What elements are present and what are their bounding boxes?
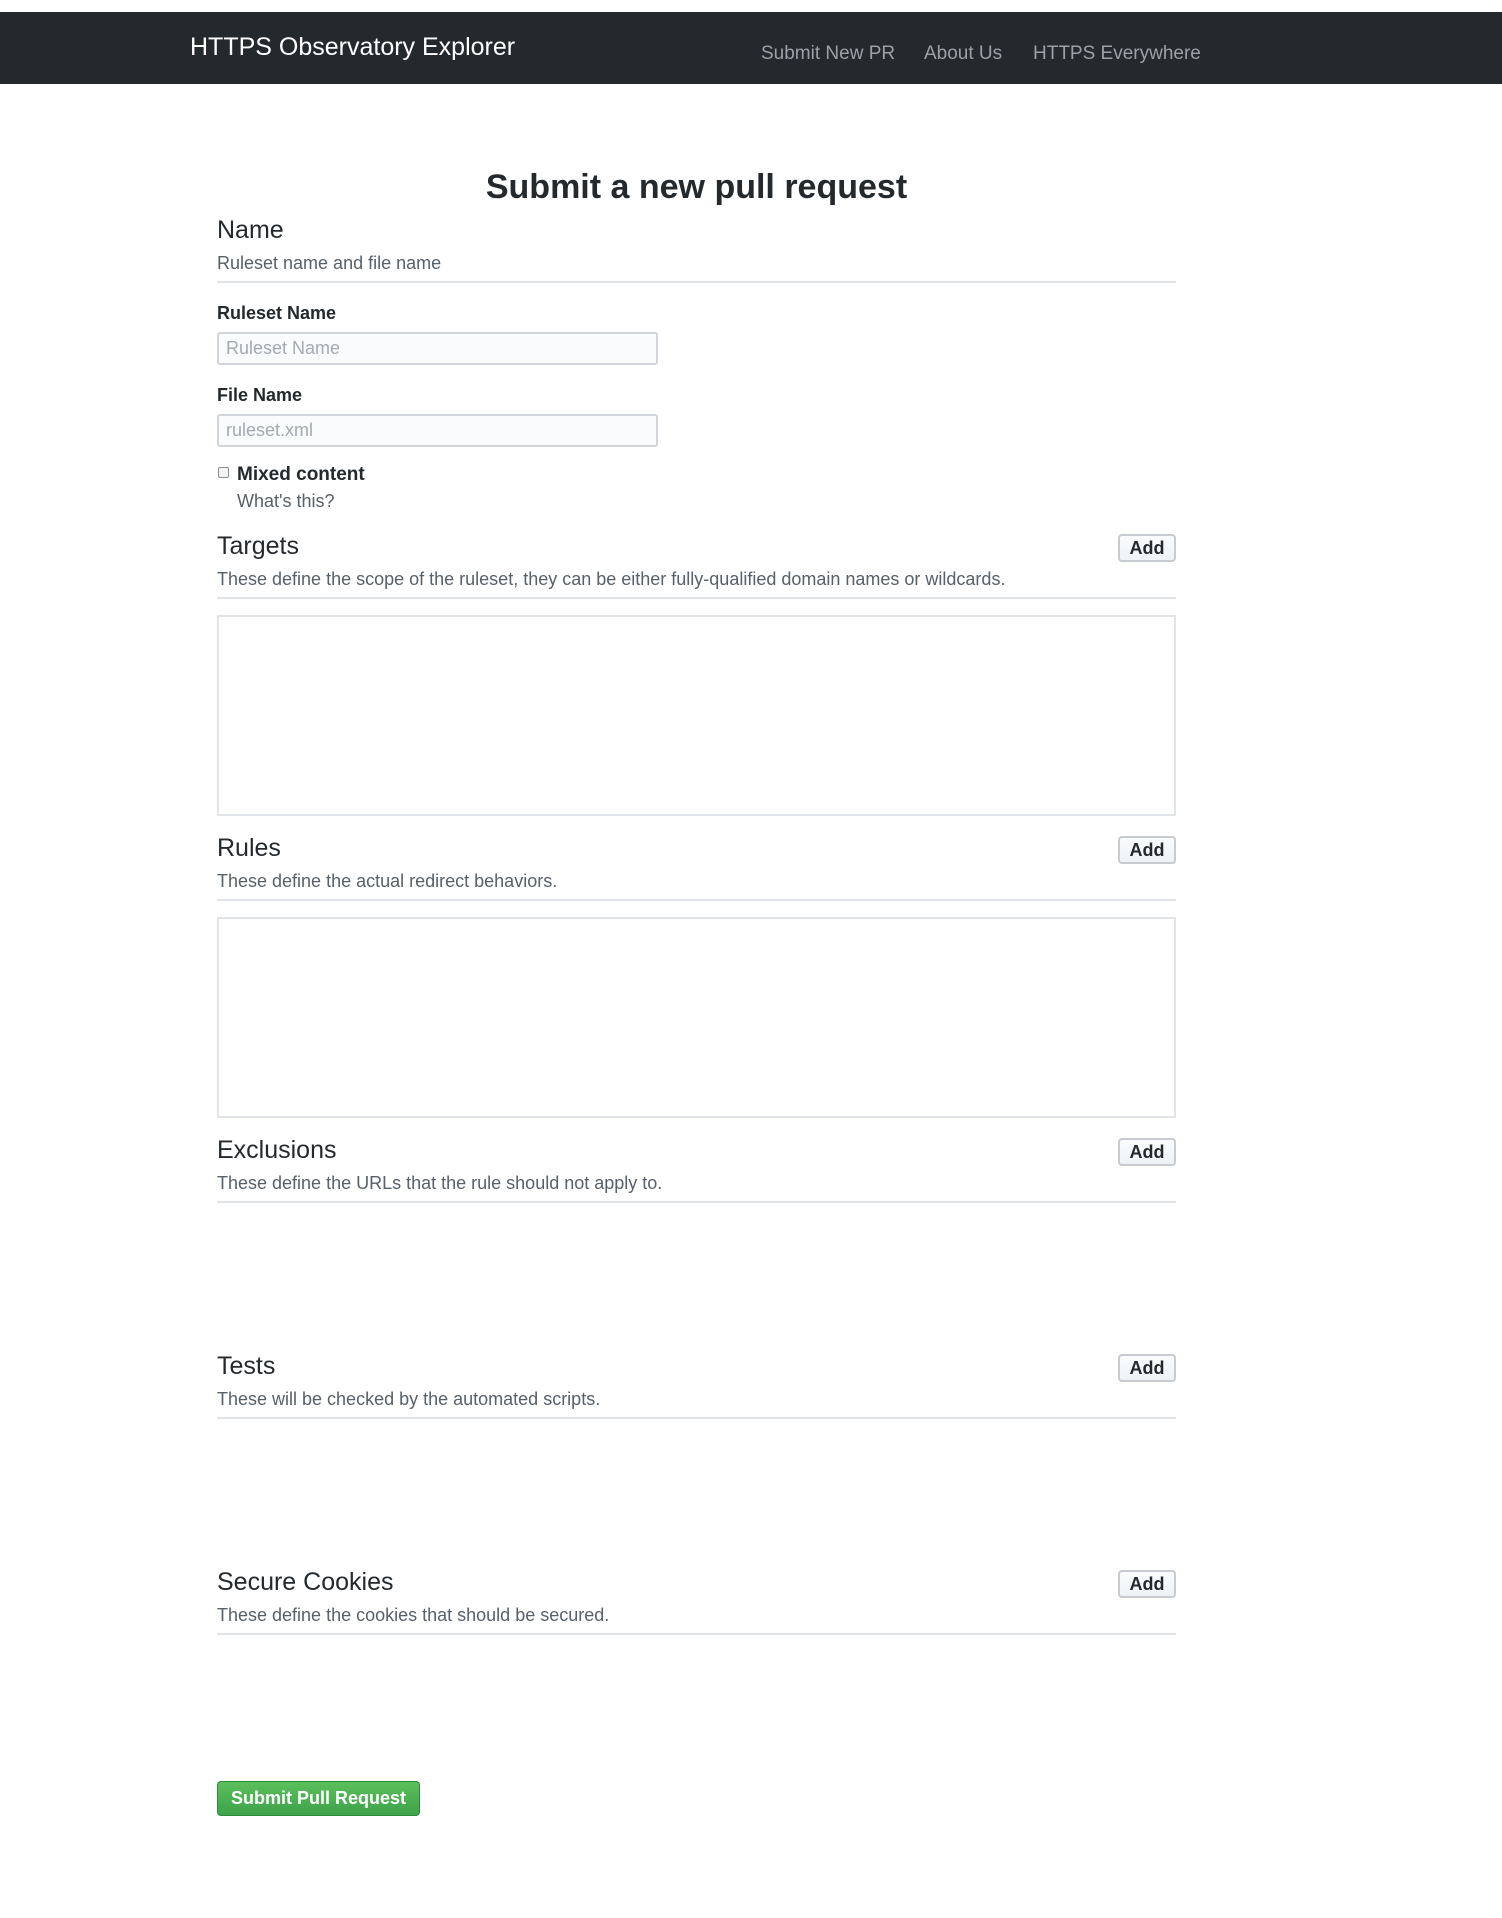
- section-title-tests: Tests: [217, 1352, 276, 1380]
- nav-link-submit-new-pr[interactable]: Submit New PR: [761, 43, 896, 64]
- rules-textarea[interactable]: [217, 917, 1176, 1118]
- section-divider: [217, 1417, 1176, 1419]
- mixed-content-checkbox[interactable]: [218, 467, 229, 478]
- section-divider: [217, 597, 1176, 599]
- section-description-tests: These will be checked by the automated scripts.: [217, 1389, 601, 1409]
- add-rule-button[interactable]: Add: [1118, 836, 1176, 864]
- submit-pull-request-button[interactable]: Submit Pull Request: [217, 1781, 420, 1816]
- section-divider: [217, 899, 1176, 901]
- section-title-exclusions: Exclusions: [217, 1136, 337, 1164]
- brand-title[interactable]: HTTPS Observatory Explorer: [190, 33, 516, 61]
- window-top-strip: [0, 0, 1502, 12]
- add-exclusion-button[interactable]: Add: [1118, 1138, 1176, 1166]
- section-description-secure-cookies: These define the cookies that should be secured.: [217, 1605, 610, 1625]
- navbar: [0, 12, 1502, 84]
- page-title: Submit a new pull request: [485, 168, 908, 206]
- section-description-targets: These define the scope of the ruleset, they can be either fully-qualified domain names or wildcards.: [217, 569, 1006, 589]
- section-divider: [217, 1633, 1176, 1635]
- section-title-name: Name: [217, 216, 284, 244]
- section-description-rules: These define the actual redirect behaviors.: [217, 871, 558, 891]
- file-name-label: File Name: [217, 385, 303, 405]
- section-divider: [217, 1201, 1176, 1203]
- section-title-secure-cookies: Secure Cookies: [217, 1568, 394, 1596]
- section-description-name: Ruleset name and file name: [217, 253, 442, 273]
- targets-textarea[interactable]: [217, 615, 1176, 816]
- ruleset-name-label: Ruleset Name: [217, 303, 337, 323]
- section-description-exclusions: These define the URLs that the rule should not apply to.: [217, 1173, 663, 1193]
- nav-link-https-everywhere[interactable]: HTTPS Everywhere: [1033, 43, 1201, 64]
- section-title-targets: Targets: [217, 532, 299, 560]
- ruleset-name-input[interactable]: [217, 332, 658, 365]
- add-secure-cookie-button[interactable]: Add: [1118, 1570, 1176, 1598]
- section-divider: [217, 281, 1176, 283]
- section-title-rules: Rules: [217, 834, 281, 862]
- mixed-content-label[interactable]: Mixed content: [237, 464, 365, 485]
- add-test-button[interactable]: Add: [1118, 1354, 1176, 1382]
- file-name-input[interactable]: [217, 414, 658, 447]
- whats-this-link[interactable]: What's this?: [237, 491, 335, 511]
- add-target-button[interactable]: Add: [1118, 534, 1176, 562]
- nav-link-about-us[interactable]: About Us: [924, 43, 1003, 64]
